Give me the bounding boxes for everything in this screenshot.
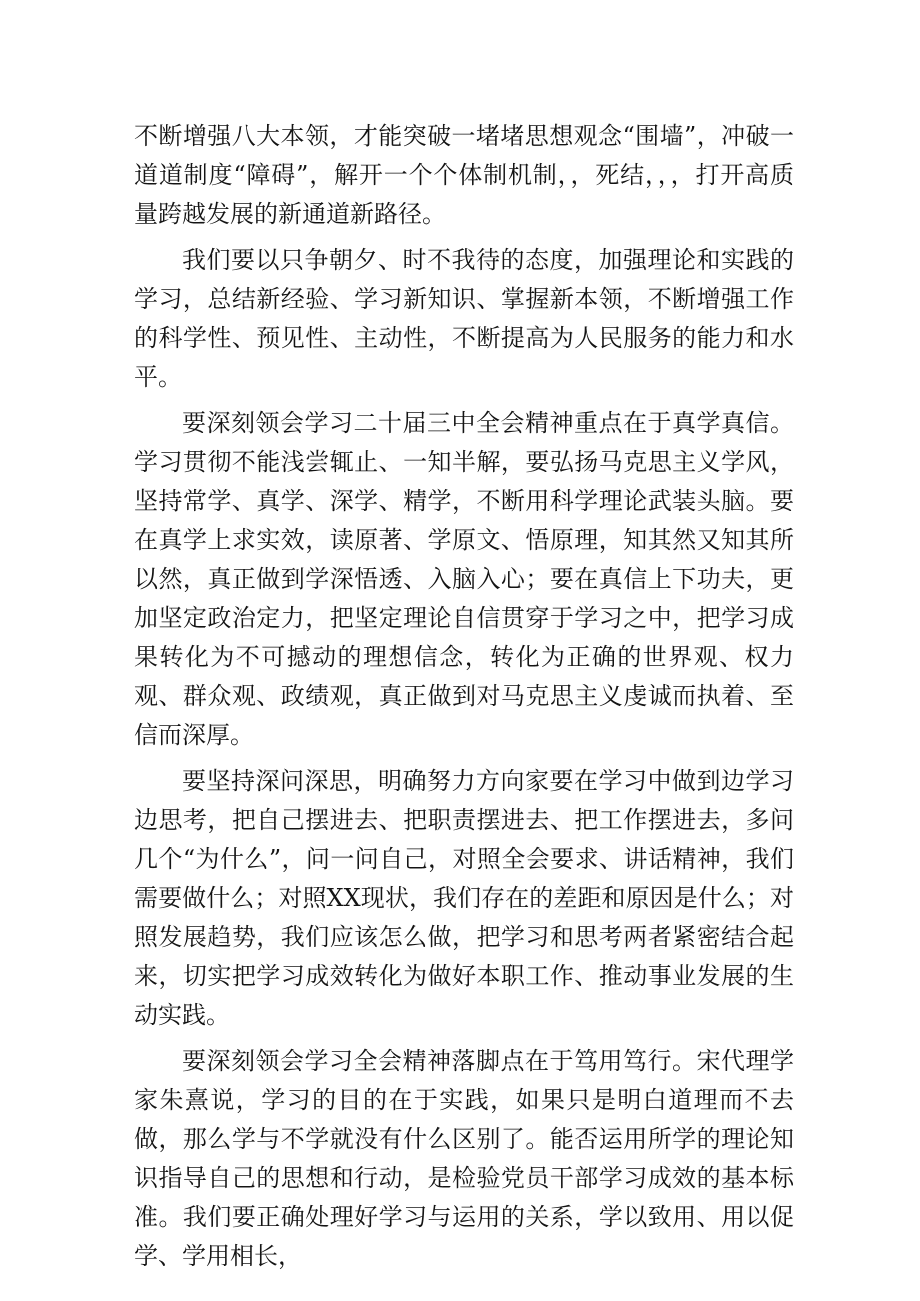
paragraph-2: 我们要以只争朝夕、时不我待的态度，加强理论和实践的学习，总结新经验、学习新知识、掌握新本领，不断增强工作的科学性、预见性、主动性，不断提高为人民服务的能力和水平。 — [134, 246, 794, 391]
paragraph-3: 要深刻领会学习二十届三中全会精神重点在于真学真信。学习贯彻不能浅尝辄止、一知半解，要弘扬马克思主义学风，坚持常学、真学、深学、精学，不断用科学理论武装头脑。要在真学上求实效，读原著、学原文、悟原理，知其然又知其所以然，真正做到学深悟透、入脑入心；要在真信上下功夫，更加坚定政治定力，把坚定理论自信贯穿于学习之中，把学习成果转化为不可撼动的理想信念，转化为正确的世界观、权力观、群众观、政绩观，真正做到对马克思主义虔诚而执着、至信而深厚。 — [134, 409, 794, 749]
paragraph-5: 要深刻领会学习全会精神落脚点在于笃用笃行。宋代理学家朱熹说，学习的目的在于实践，如果只是明白道理而不去做，那么学与不学就没有什么区别了。能否运用所学的理论知识指导自己的思想和行动，是检验党员干部学习成效的基本标准。我们要正确处理好学习与运用的关系，学以致用、用以促学、学用相长， — [134, 1047, 794, 1270]
paragraph-4: 要坚持深问深思，明确努力方向家要在学习中做到边学习边思考，把自己摆进去、把职责摆进去、把工作摆进去，多问几个“为什么”，问一问自己，对照全会要求、讲话精神，我们需要做什么；对照XX现状，我们存在的差距和原因是什么；对照发展趋势，我们应该怎么做，把学习和思考两者紧密结合起来，切实把学习成效转化为做好本职工作、推动事业发展的生动实践。 — [134, 767, 794, 1029]
paragraph-1: 不断增强八大本领，才能突破一堵堵思想观念“围墙”，冲破一道道制度“障碍”，解开一个个体制机制，，死结，，，打开高质量跨越发展的新通道新路径。 — [134, 122, 794, 228]
document-body — [134, 117, 794, 1283]
